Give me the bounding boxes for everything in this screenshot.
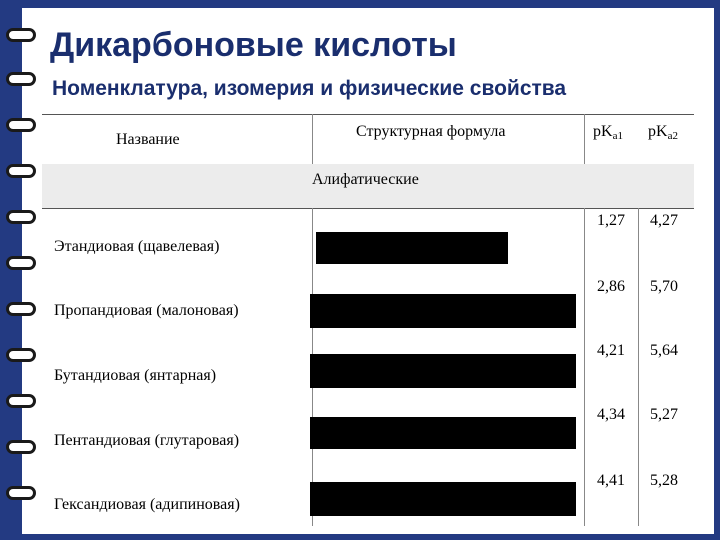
table-row-pka2: 5,64 <box>650 342 678 359</box>
table-row-pka1: 1,27 <box>597 212 625 229</box>
binder-ring-icon <box>6 486 36 500</box>
acids-table <box>42 114 696 526</box>
header-pka1: $pK_{a1}$ <box>593 123 623 142</box>
binder-ring-icon <box>6 256 36 270</box>
group-label: Алифатические <box>312 171 419 188</box>
column-divider <box>584 114 585 164</box>
table-row-pka1: 4,41 <box>597 472 625 489</box>
table-row-pka2: 5,28 <box>650 472 678 489</box>
binder-ring-icon <box>6 210 36 224</box>
header-formula: Структурная формула <box>356 123 506 140</box>
binder-ring-icon <box>6 118 36 132</box>
table-row-pka2: 5,70 <box>650 278 678 295</box>
table-row-pka1: 2,86 <box>597 278 625 295</box>
table-row-name: Бутандиовая (янтарная) <box>54 367 217 384</box>
binder-ring-icon <box>6 348 36 362</box>
header-pka2: $pK_{a2}$ <box>648 123 678 142</box>
table-row-name: Пентандиовая (глутаровая) <box>54 432 240 449</box>
group-rule <box>42 208 694 209</box>
binder-ring-icon <box>6 394 36 408</box>
header-name: Название <box>116 131 180 148</box>
slide-title: Дикарбоновые кислоты <box>50 26 457 64</box>
binder-ring-icon <box>6 28 36 42</box>
table-row-name: Пропандиовая (малоновая) <box>54 302 239 319</box>
slide-subtitle: Номенклатура, изомерия и физические свойства <box>52 77 567 100</box>
table-row-name: Гександиовая (адипиновая) <box>54 496 240 513</box>
structural-formula-image <box>310 294 576 328</box>
structural-formula-image <box>316 232 508 264</box>
table-row-name: Этандиовая (щавелевая) <box>54 238 220 255</box>
structural-formula-image <box>310 417 576 449</box>
table-row-pka2: 5,27 <box>650 406 678 423</box>
structural-formula-image <box>310 482 576 516</box>
table-row-pka1: 4,34 <box>597 406 625 423</box>
column-divider <box>584 208 585 526</box>
table-row-pka1: 4,21 <box>597 342 625 359</box>
binder-ring-icon <box>6 164 36 178</box>
table-top-rule <box>42 114 694 115</box>
structural-formula-image <box>310 354 576 388</box>
column-divider <box>638 208 639 526</box>
binder-ring-icon <box>6 440 36 454</box>
column-divider <box>312 114 313 164</box>
binder-ring-icon <box>6 72 36 86</box>
table-row-pka2: 4,27 <box>650 212 678 229</box>
binder-ring-icon <box>6 302 36 316</box>
